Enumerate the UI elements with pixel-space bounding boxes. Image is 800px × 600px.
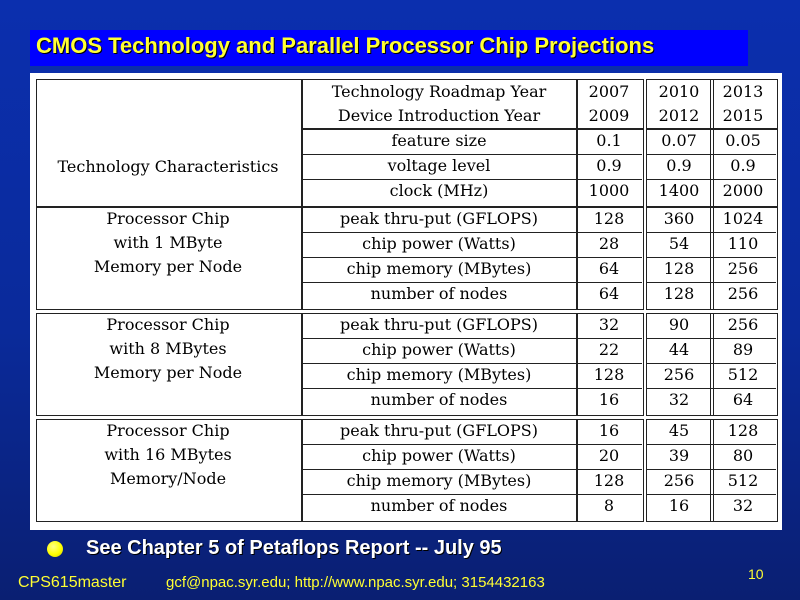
- group-row-label: chip power (Watts): [362, 340, 516, 359]
- group-row-value: 16: [598, 390, 620, 409]
- group-row-value: 128: [593, 365, 625, 384]
- row-divider: [576, 232, 642, 233]
- group-label-line: with 8 MBytes: [109, 339, 227, 358]
- group-row-value: 32: [732, 496, 754, 515]
- row-divider: [646, 154, 712, 155]
- row-divider: [576, 154, 642, 155]
- group-row-value: 256: [727, 259, 759, 278]
- row-divider: [302, 154, 576, 155]
- tech-row-value: 0.9: [666, 156, 692, 175]
- row-divider: [576, 444, 642, 445]
- group-row-value: 128: [593, 209, 625, 228]
- group-row-value: 64: [598, 284, 620, 303]
- row-divider: [710, 282, 776, 283]
- row-divider: [576, 363, 642, 364]
- group-row-value: 512: [727, 471, 759, 490]
- tech-row-value: 1400: [658, 181, 700, 200]
- group-row-value: 16: [668, 496, 690, 515]
- row-divider: [710, 257, 776, 258]
- row-divider: [576, 388, 642, 389]
- tech-row-value: 1000: [588, 181, 630, 200]
- group-row-label: chip memory (MBytes): [346, 471, 532, 490]
- row-divider: [646, 338, 712, 339]
- tech-row-value: 0.07: [661, 131, 697, 150]
- row-divider: [710, 444, 776, 445]
- group-row-value: 16: [598, 421, 620, 440]
- row-divider: [646, 282, 712, 283]
- group-row-label: chip memory (MBytes): [346, 259, 532, 278]
- group-row-value: 32: [598, 315, 620, 334]
- group-row-value: 256: [727, 315, 759, 334]
- group-row-label: chip memory (MBytes): [346, 365, 532, 384]
- row-divider: [710, 494, 776, 495]
- row-divider: [302, 388, 576, 389]
- row-divider: [302, 338, 576, 339]
- tech-row-value: 2000: [722, 181, 764, 200]
- group-label-line: Memory/Node: [109, 469, 227, 488]
- tech-row-value: 0.9: [596, 156, 622, 175]
- group-row-value: 20: [598, 446, 620, 465]
- footer-contact: gcf@npac.syr.edu; http://www.npac.syr.edu; 3154432163: [166, 574, 545, 591]
- group-row-label: number of nodes: [370, 284, 508, 303]
- group-row-label: chip power (Watts): [362, 446, 516, 465]
- row-divider: [646, 469, 712, 470]
- row-divider: [576, 338, 642, 339]
- page-number: 10: [748, 566, 764, 582]
- group-row-label: number of nodes: [370, 390, 508, 409]
- tech-group-label: Technology Characteristics: [57, 157, 279, 176]
- intro-year: 2015: [722, 106, 764, 125]
- group-row-label: peak thru-put (GFLOPS): [339, 315, 539, 334]
- intro-year: 2012: [658, 106, 700, 125]
- group-label-line: Processor Chip: [106, 209, 230, 228]
- group-row-value: 39: [668, 446, 690, 465]
- group-row-label: peak thru-put (GFLOPS): [339, 421, 539, 440]
- row-divider: [646, 232, 712, 233]
- group-row-value: 89: [732, 340, 754, 359]
- row-divider: [302, 444, 576, 445]
- group-label-line: Memory per Node: [93, 257, 243, 276]
- row-divider: [710, 338, 776, 339]
- group-row-value: 256: [727, 284, 759, 303]
- group-row-value: 256: [663, 365, 695, 384]
- group-row-label: chip power (Watts): [362, 234, 516, 253]
- row-divider: [710, 363, 776, 364]
- group-label-line: with 1 MByte: [113, 233, 223, 252]
- row-divider: [302, 232, 576, 233]
- row-divider: [576, 494, 642, 495]
- group-row-value: 256: [663, 471, 695, 490]
- roadmap-year: 2013: [722, 82, 764, 101]
- row-divider: [710, 232, 776, 233]
- row-divider: [576, 179, 642, 180]
- tech-row-value: 0.05: [725, 131, 761, 150]
- group-row-label: number of nodes: [370, 496, 508, 515]
- group-row-value: 64: [732, 390, 754, 409]
- row-divider: [710, 154, 776, 155]
- tech-row-label: clock (MHz): [389, 181, 489, 200]
- row-divider: [302, 469, 576, 470]
- row-divider: [646, 179, 712, 180]
- group-label-line: Processor Chip: [106, 421, 230, 440]
- bullet-dot-icon: [47, 541, 63, 557]
- row-divider: [302, 179, 576, 180]
- row-divider: [576, 257, 642, 258]
- group-row-value: 8: [603, 496, 615, 515]
- header-roadmap-label: Technology Roadmap Year: [331, 82, 547, 101]
- row-divider: [646, 388, 712, 389]
- group-row-label: peak thru-put (GFLOPS): [339, 209, 539, 228]
- group-row-value: 90: [668, 315, 690, 334]
- row-divider: [646, 257, 712, 258]
- group-row-value: 32: [668, 390, 690, 409]
- group-row-value: 128: [727, 421, 759, 440]
- group-row-value: 128: [663, 259, 695, 278]
- group-row-value: 80: [732, 446, 754, 465]
- row-divider: [302, 494, 576, 495]
- row-divider: [710, 469, 776, 470]
- tech-row-value: 0.1: [596, 131, 622, 150]
- header-intro-label: Device Introduction Year: [337, 106, 541, 125]
- row-divider: [302, 282, 576, 283]
- row-divider: [576, 282, 642, 283]
- group-row-value: 128: [663, 284, 695, 303]
- tech-row-value: 0.9: [730, 156, 756, 175]
- row-divider: [646, 494, 712, 495]
- bullet-text: See Chapter 5 of Petaflops Report -- July 95: [86, 537, 502, 559]
- row-divider: [302, 363, 576, 364]
- row-divider: [710, 388, 776, 389]
- intro-year: 2009: [588, 106, 630, 125]
- row-divider: [302, 257, 576, 258]
- group-row-value: 45: [668, 421, 690, 440]
- group-row-value: 28: [598, 234, 620, 253]
- group-row-value: 54: [668, 234, 690, 253]
- group-row-value: 512: [727, 365, 759, 384]
- group-row-value: 128: [593, 471, 625, 490]
- row-divider: [710, 179, 776, 180]
- group-label-line: Processor Chip: [106, 315, 230, 334]
- tech-row-label: feature size: [391, 131, 487, 150]
- roadmap-year: 2010: [658, 82, 700, 101]
- group-row-value: 110: [727, 234, 759, 253]
- tech-group-label-box: [36, 79, 302, 207]
- group-row-value: 360: [663, 209, 695, 228]
- group-row-value: 1024: [722, 209, 764, 228]
- tech-row-label: voltage level: [387, 156, 491, 175]
- roadmap-year: 2007: [588, 82, 630, 101]
- group-row-value: 22: [598, 340, 620, 359]
- row-divider: [646, 444, 712, 445]
- group-label-line: with 16 MBytes: [104, 445, 232, 464]
- group-label-line: Memory per Node: [93, 363, 243, 382]
- footer-course-label: CPS615master: [18, 574, 127, 591]
- row-divider: [646, 363, 712, 364]
- group-row-value: 64: [598, 259, 620, 278]
- slide-title: CMOS Technology and Parallel Processor Chip Projections: [36, 33, 655, 58]
- slide-title-bar: [30, 30, 748, 66]
- group-row-value: 44: [668, 340, 690, 359]
- projection-table: [30, 73, 782, 530]
- row-divider: [576, 469, 642, 470]
